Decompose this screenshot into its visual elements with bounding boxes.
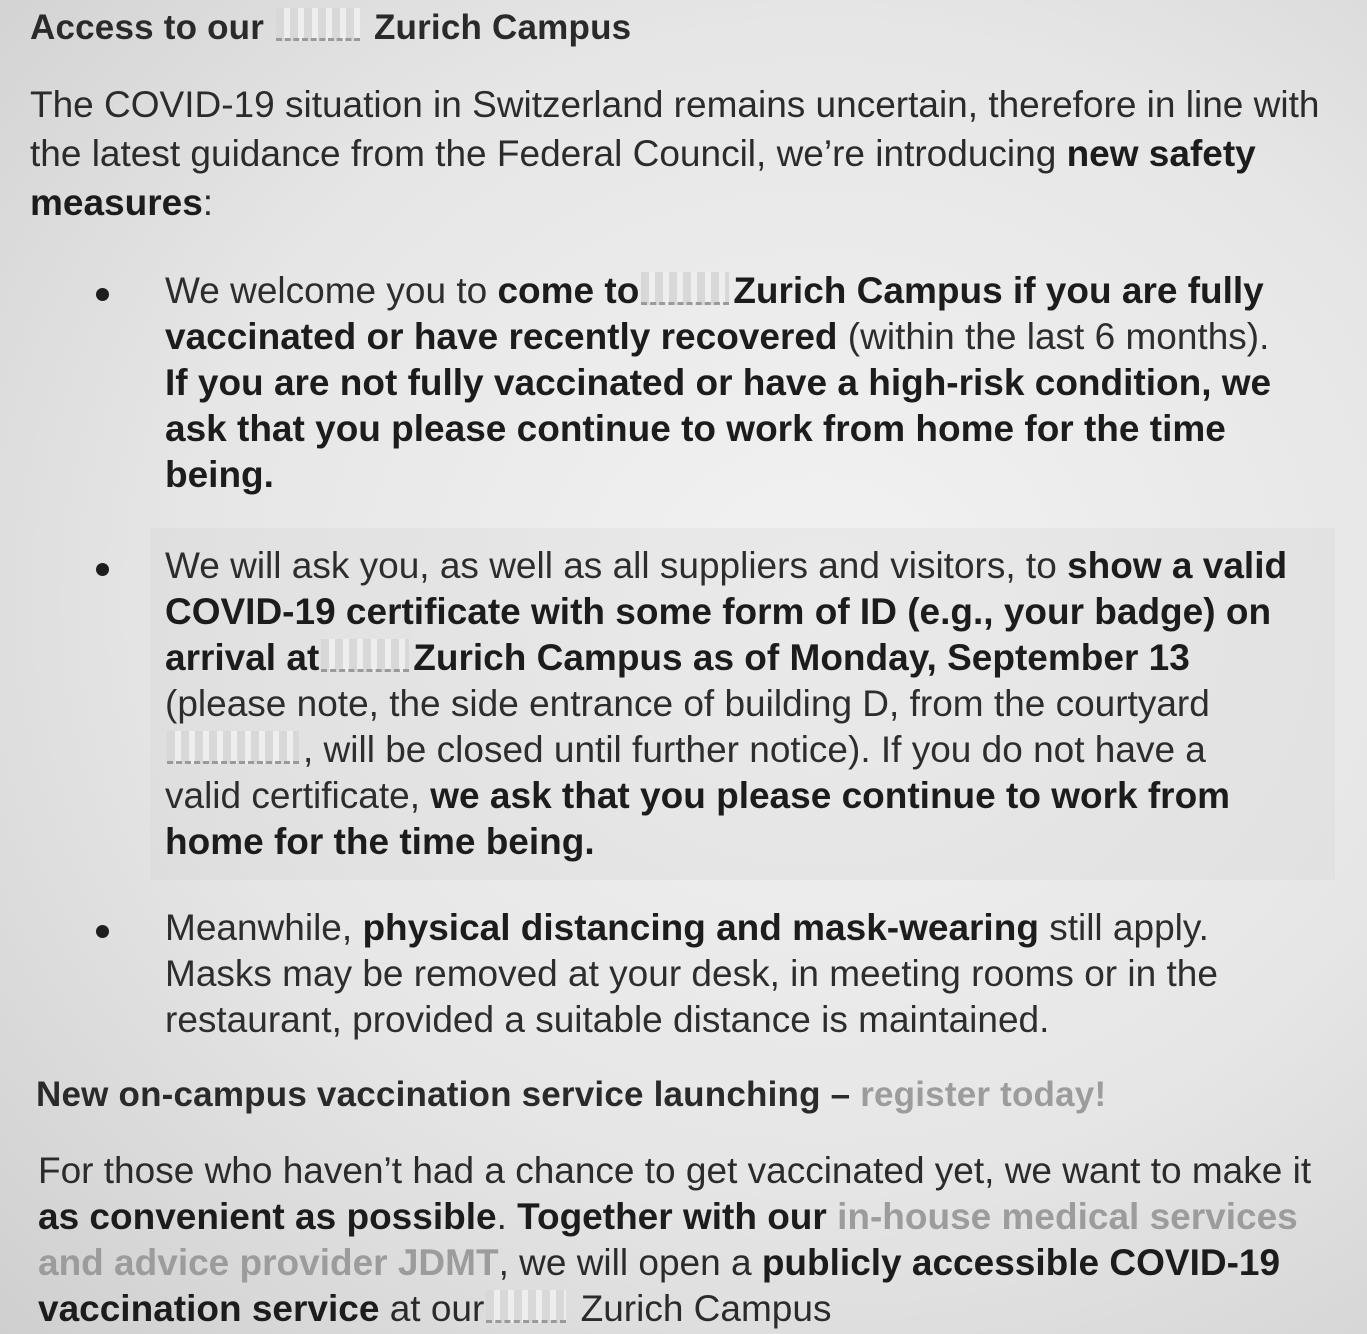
intro-bold: new safety measures	[30, 133, 1256, 223]
bullet-icon	[96, 563, 109, 576]
access-heading-pre: Access to our	[30, 8, 265, 47]
bullet1-text-b: (within the last 6 months).	[837, 316, 1270, 357]
closing-bold-b: Together with our	[517, 1196, 838, 1237]
redacted-company-name	[276, 8, 360, 41]
register-link[interactable]: register today!	[860, 1075, 1107, 1114]
bullet2-bold-a: show a valid COVID-19 certificate with some form of ID (e.g., your badge) on arrival at	[165, 545, 1288, 678]
bullet1-bold-b: Zurich Campus if you are fully vaccinated or have recently recovered	[165, 270, 1264, 357]
bullet3-text-a: Meanwhile,	[165, 907, 363, 948]
bullet2-bold-c: we ask that you please continue to work from home for the time being.	[165, 775, 1231, 862]
closing-text-e: Zurich Campus	[570, 1288, 832, 1329]
bullet3-bold-a: physical distancing and mask-wearing	[362, 907, 1039, 948]
closing-paragraph	[38, 1148, 1338, 1332]
bullet2-text-a: We will ask you, as well as all suppliers and visitors, to	[165, 545, 1068, 586]
redacted-address	[167, 731, 299, 764]
access-heading-post: Zurich Campus	[373, 8, 632, 47]
jdmt-link[interactable]: in-house medical services and advice provider JDMT	[38, 1196, 1298, 1283]
vaccination-heading	[36, 1075, 1106, 1115]
bullet-text-3	[165, 905, 1290, 1043]
intro-end: :	[202, 182, 214, 223]
bullet2-text-c: , will be closed until further notice). If you do not have a valid certificate,	[165, 729, 1206, 816]
bullet2-text-b: (please note, the side entrance of building D, from the courtyard	[165, 683, 1210, 724]
closing-bold-c: publicly accessible COVID-19 vaccination service	[38, 1242, 1281, 1329]
bullet2-bold-b: Zurich Campus as of Monday, September 13	[413, 637, 1190, 678]
closing-text-c: , we will open a	[498, 1242, 762, 1283]
bullet1-bold-a: come to	[497, 270, 640, 311]
redacted-company-name	[321, 639, 409, 672]
redacted-company-name	[486, 1290, 566, 1323]
bullet3-text-b: still apply. Masks may be removed at your desk, in meeting rooms or in the restaurant, provided a suitable distance is maintained.	[165, 907, 1218, 1040]
intro-text: The COVID-19 situation in Switzerland remains uncertain, therefore in line with the latest guidance from the Federal Council, we’re introducing	[30, 84, 1320, 174]
redacted-company-name	[641, 272, 729, 305]
bullet-text-1	[165, 268, 1290, 498]
intro-paragraph	[30, 80, 1320, 227]
closing-text-d: at our	[379, 1288, 485, 1329]
closing-text-b: .	[496, 1196, 518, 1237]
bullet1-text-a: We welcome you to	[165, 270, 498, 311]
vaccination-heading-text: New on-campus vaccination service launching –	[36, 1075, 861, 1114]
bullet1-bold-c: If you are not fully vaccinated or have a high-risk condition, we ask that you please continue to work from home for the time being.	[165, 362, 1272, 495]
bullet-text-2	[165, 543, 1290, 865]
access-heading	[30, 8, 631, 48]
closing-text-a: For those who haven’t had a chance to get vaccinated yet, we want to make it	[38, 1150, 1312, 1191]
closing-bold-a: as convenient as possible	[38, 1196, 497, 1237]
bullet-icon	[96, 288, 109, 301]
bullet-icon	[96, 925, 109, 938]
